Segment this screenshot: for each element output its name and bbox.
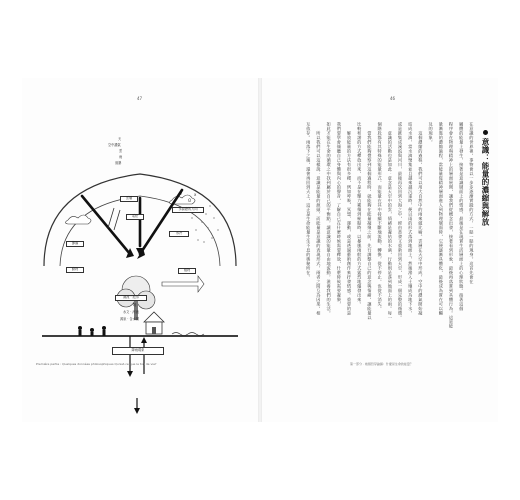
- diagram-water-box: 水冷: [169, 231, 189, 237]
- body-text-column: 屬體的能量上發生，接著是意識層面上的情感，最後是在現實生活層面上的心理狀態。接著這個: [459, 122, 465, 311]
- book-spread: [22, 78, 498, 422]
- left-footer: Première partie : Quelques données philosophiques Qu'est-ce que le ton de vie?: [36, 362, 157, 366]
- section-heading: 意識：能量的濃縮與解放: [481, 138, 490, 226]
- heading-bullet: [483, 130, 488, 135]
- body-text-column: 如此才能在生命的循環之中找到屬於自己的平衡點，讓意識的能量自由地流動，滋養我們的生活。: [326, 122, 332, 316]
- svg-text:x: x: [194, 192, 197, 197]
- body-text-column: 程序會在物理與精神上的層面展開，讓我們從概念出發，接著看到形象，最後再落實到具體行為。這是能: [449, 122, 454, 329]
- body-text-column: 互依存。雨落下之後，還會再回到天上，這正是生命能量生生不息的奧秘所在。: [306, 122, 312, 280]
- diagram-earth-label-1: 地: [133, 303, 137, 307]
- diagram-sky-label-5: 風暴: [115, 161, 122, 165]
- diagram-sky-label-4: 雨: [119, 155, 123, 159]
- svg-text:ʘ: ʘ: [188, 198, 192, 203]
- body-text-column: 比較和諧的方式釋放出來，而不是在壓力累積到極點時，以暴風雨般的方式猛烈地爆發出來。: [357, 122, 363, 307]
- left-page: [22, 78, 258, 422]
- diagram-sky-label-3: 雲: [119, 149, 123, 153]
- diagram-animals-box: 動物: [66, 267, 84, 273]
- body-text-column: 個階段都有其特殊的能量形式，而能量在其中持續不斷地流動、轉換，從不停止，也從不消失。: [377, 122, 383, 311]
- body-text-column: 及的現象。: [428, 122, 434, 145]
- diagram-sky-label-1: 天: [118, 137, 122, 141]
- body-text-column: 我們要學會傾聽自己身體與內心的聲音，了解自己在什麼時候需要釋放，什麼時候需要凝聚，: [336, 122, 342, 307]
- body-text-column: 在意識的世界裡，事物會以一步步逐漸實踐的方式，一點一點的現身。這首先會在: [469, 122, 475, 284]
- left-page-number: 47: [137, 96, 143, 101]
- diagram-streams-box: 溪流 · 池水: [115, 295, 147, 301]
- body-text-column: 解放能量的方法有很多種，例如呼吸、冥想、運動，或是透過藝術創作來抒發情感。重要的是: [347, 122, 352, 316]
- diagram-fall-box: 節落: [66, 241, 84, 247]
- body-text-column: 當我們能夠覺察到這個過程時，就能夠在能量凝聚之前，先行調整自己的意念與情緒，讓能量以: [367, 122, 373, 320]
- body-text-column: 所以我們可以這樣說：意識是能量的源頭，而能量是意識的表現形式，兩者之間互為因果，相: [316, 122, 322, 316]
- diagram-cloud-box: 雲層: [120, 196, 138, 202]
- diagram-bottom-box: 降雨現象: [112, 347, 164, 355]
- body-text-column: 這個濃縮的過程，我們可以用大自然中的雨來做比喻。雲層在天空中形成，空中的濃氣開始凝: [418, 122, 424, 316]
- right-page-number: 46: [390, 96, 396, 101]
- body-text-column: 量漸進的濃縮過程，當能量從精神層面進入到物理層面時，它便逐漸具體化，最後成為實在可以觸: [438, 122, 444, 316]
- body-text-column: 結成水滴，當水滴聚集並且越來越沉重時，便以雨的形式落到地面上，然後滲入土壤成為地下水，: [408, 122, 414, 316]
- diagram-earth-label-3: 源泉 · 含水層: [120, 317, 139, 321]
- diagram-sign-box: 電松: [126, 214, 144, 220]
- right-page: [262, 78, 498, 422]
- diagram-plants-box: 植物: [178, 268, 196, 274]
- right-footer: 第一部分 · 幾個哲學論據：什麼是生命的能量？: [350, 362, 413, 366]
- diagram-sky-label-2: 空中濃氣: [108, 143, 121, 147]
- body-text-column: 或是匯集成溪流與河川，最後再次回到大海之中，經由蒸發又重新回到天空，形成一個完整的循環。: [398, 122, 403, 320]
- water-cycle-diagram: [22, 78, 258, 422]
- diagram-earth-label-2: 水文 · 河流: [123, 310, 139, 314]
- diagram-water-direction-box: 水源總的方向: [172, 207, 204, 213]
- svg-text:y: y: [180, 190, 183, 195]
- body-text-column: 意識的活動也是如此：意念是天空中的雲，情緒是凝結的水滴，行動則是落到地面上的雨。每一: [387, 122, 393, 320]
